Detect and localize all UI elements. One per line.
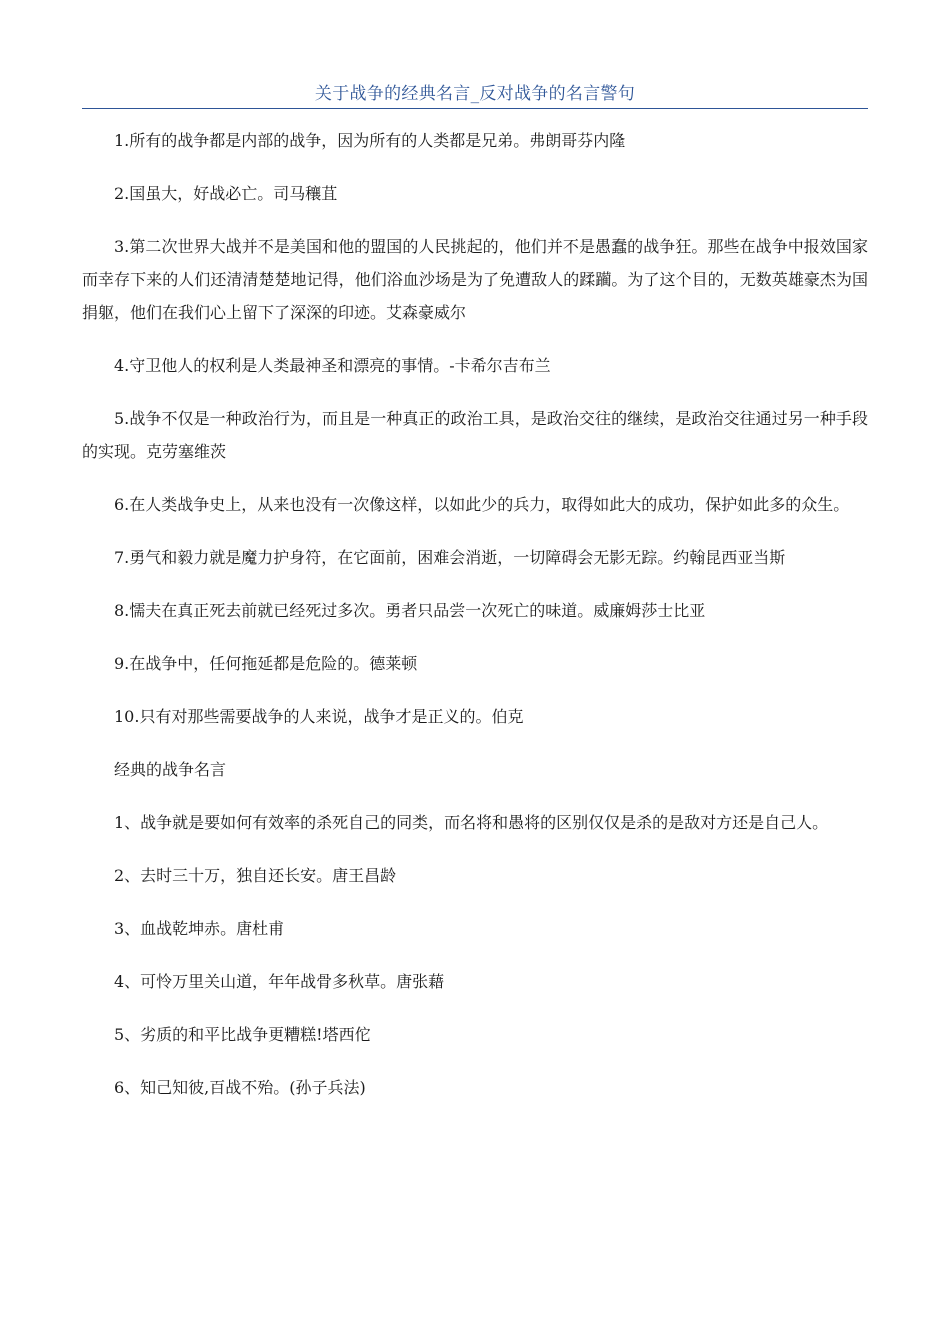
quote-paragraph: 8.懦夫在真正死去前就已经死过多次。勇者只品尝一次死亡的味道。威廉姆莎士比亚 bbox=[114, 601, 706, 620]
quote-paragraph: 9.在战争中，任何拖延都是危险的。德莱顿 bbox=[114, 654, 418, 673]
quote-paragraph: 10.只有对那些需要战争的人来说，战争才是正义的。伯克 bbox=[114, 707, 524, 726]
quote-paragraph: 1、战争就是要如何有效率的杀死自己的同类，而名将和愚将的区别仅仅是杀的是敌对方还是自己人。 bbox=[114, 813, 829, 832]
page-header bbox=[82, 80, 868, 109]
quote-paragraph: 3.第二次世界大战并不是美国和他的盟国的人民挑起的，他们并不是愚蠢的战争狂。那些在战争中报效国家而幸存下来的人们还清清楚楚地记得，他们浴血沙场是为了免遭敌人的蹂躏。为了这个目的，无数英雄豪杰为国捐躯，他们在我们心上留下了深深的印迹。艾森豪威尔 bbox=[82, 237, 868, 322]
quote-paragraph: 3、血战乾坤赤。唐杜甫 bbox=[114, 919, 285, 938]
quote-paragraph: 1.所有的战争都是内部的战争，因为所有的人类都是兄弟。弗朗哥芬内隆 bbox=[114, 131, 626, 150]
quote-paragraph: 2、去时三十万，独自还长安。唐王昌龄 bbox=[114, 866, 397, 885]
section-heading: 经典的战争名言 bbox=[114, 760, 227, 779]
quote-paragraph: 5、劣质的和平比战争更糟糕!塔西佗 bbox=[114, 1025, 371, 1044]
quote-paragraph: 4、可怜万里关山道，年年战骨多秋草。唐张藉 bbox=[114, 972, 445, 991]
quote-paragraph: 4.守卫他人的权利是人类最神圣和漂亮的事情。-卡希尔吉布兰 bbox=[114, 356, 551, 375]
quote-paragraph: 5.战争不仅是一种政治行为，而且是一种真正的政治工具，是政治交往的继续，是政治交往通过另一种手段的实现。克劳塞维茨 bbox=[82, 409, 868, 461]
page-title: 关于战争的经典名言_反对战争的名言警句 bbox=[314, 84, 636, 104]
quote-paragraph: 6、知己知彼,百战不殆。(孙子兵法) bbox=[114, 1078, 366, 1097]
quote-paragraph: 2.国虽大，好战必亡。司马穰苴 bbox=[114, 184, 338, 203]
quote-paragraph: 7.勇气和毅力就是魔力护身符，在它面前，困难会消逝，一切障碍会无影无踪。约翰昆西亚当斯 bbox=[114, 548, 786, 567]
quote-paragraph: 6.在人类战争史上，从来也没有一次像这样，以如此少的兵力，取得如此大的成功，保护如此多的众生。 bbox=[114, 495, 850, 514]
document-body bbox=[82, 124, 868, 1124]
